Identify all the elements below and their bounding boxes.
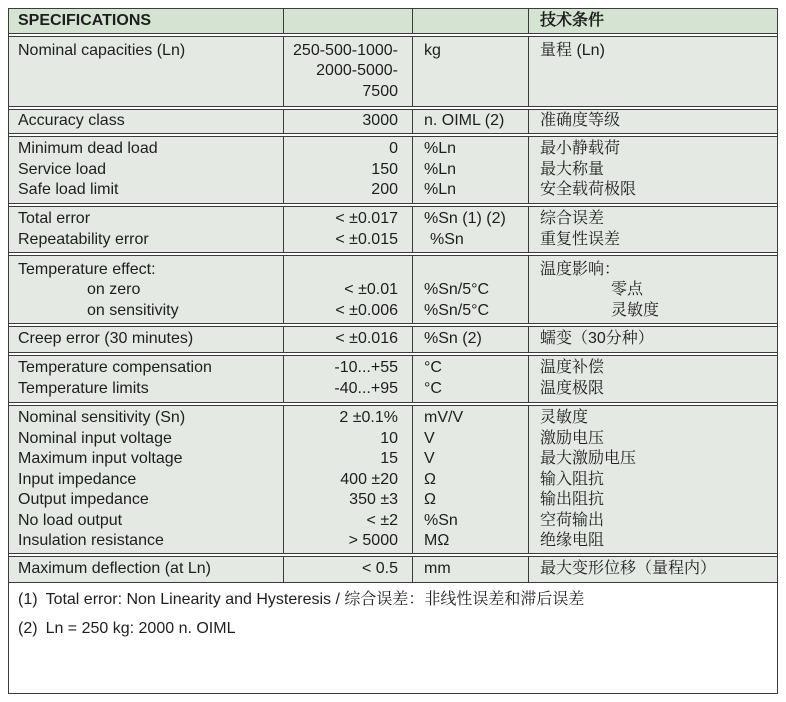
cn-cell	[528, 327, 777, 352]
header-unit-cell	[412, 9, 528, 33]
spec-label-cn: 重复性误差	[540, 230, 621, 248]
unit-cell	[412, 207, 528, 252]
spec-label: Nominal input voltage	[18, 429, 172, 447]
spec-unit: %Sn (2)	[424, 330, 482, 347]
label-cell	[9, 557, 283, 582]
label-cell	[9, 256, 283, 323]
spec-label-cn: 激励电压	[540, 429, 605, 447]
cn-cell	[528, 110, 777, 133]
value-cell	[283, 110, 412, 133]
spec-value: 150	[371, 160, 398, 178]
value-cell	[283, 406, 412, 553]
footnote-text: Ln = 250 kg: 2000 n. OIML	[45, 619, 236, 637]
spec-value: < ±0.006	[335, 301, 398, 319]
spec-unit: V	[424, 450, 435, 467]
spec-label-cn: 输入阻抗	[540, 470, 605, 488]
spec-unit: %Sn	[430, 230, 464, 248]
spec-value: 250-500-1000-	[293, 41, 398, 59]
spec-value: 0	[389, 140, 398, 157]
spec-value: < ±2	[366, 511, 398, 529]
spec-sublabel-cn: 灵敏度	[611, 301, 660, 319]
blank-line	[284, 260, 398, 281]
spec-label: Maximum deflection (at Ln)	[18, 560, 211, 577]
spec-header-row	[8, 8, 778, 34]
spec-value: 400 ±20	[340, 470, 398, 488]
unit-cell	[412, 110, 528, 133]
spec-value: < 0.5	[361, 560, 398, 577]
cn-cell	[528, 557, 777, 582]
spec-label: Temperature compensation	[18, 359, 212, 376]
value-cell	[283, 207, 412, 252]
spec-header-title: SPECIFICATIONS	[18, 12, 152, 29]
footnote-text: Total error: Non Linearity and Hysteresis / 综合误差：非线性误差和滞后误差	[45, 590, 585, 608]
header-cn-cell	[528, 9, 777, 33]
label-cell	[9, 356, 283, 402]
footnote-1	[18, 590, 777, 611]
spec-unit: %Ln	[424, 160, 457, 178]
unit-cell	[412, 137, 528, 203]
spec-label-cn: 最大激励电压	[540, 450, 637, 467]
spec-label: Creep error (30 minutes)	[18, 330, 194, 347]
cn-cell	[528, 256, 777, 323]
spec-label: Maximum input voltage	[18, 450, 183, 467]
spec-unit: V	[424, 429, 435, 447]
blank-line	[424, 260, 528, 281]
cn-cell	[528, 207, 777, 252]
spec-unit: mm	[424, 560, 451, 577]
spec-label: Safe load limit	[18, 181, 119, 198]
unit-cell	[412, 406, 528, 553]
spec-value: -10...+55	[334, 359, 398, 376]
spec-row-temperature-effect	[8, 255, 778, 324]
spec-label: Temperature limits	[18, 379, 149, 397]
spec-label: Insulation resistance	[18, 532, 164, 549]
spec-row-errors	[8, 206, 778, 253]
spec-row-accuracy-class	[8, 109, 778, 134]
unit-cell	[412, 37, 528, 106]
spec-unit: MΩ	[424, 532, 450, 549]
spec-label: Input impedance	[18, 470, 137, 488]
spec-label-cn: 准确度等级	[540, 112, 621, 129]
spec-value: < ±0.016	[335, 330, 398, 347]
spec-value: 2 ±0.1%	[339, 409, 398, 426]
value-cell	[283, 37, 412, 106]
spec-value: 2000-5000-	[316, 62, 398, 79]
spec-value: < ±0.01	[344, 281, 398, 298]
label-cell	[9, 37, 283, 106]
cn-cell	[528, 37, 777, 106]
spec-row-maximum-deflection	[8, 556, 778, 583]
spec-value: < ±0.017	[335, 210, 398, 227]
unit-cell	[412, 327, 528, 352]
label-cell	[9, 110, 283, 133]
spec-label: Temperature effect:	[18, 260, 156, 278]
spec-label-cn: 温度补偿	[540, 359, 605, 376]
unit-cell	[412, 256, 528, 323]
spec-value: 350 ±3	[349, 491, 398, 508]
spec-label: Service load	[18, 160, 107, 178]
spec-value: 7500	[362, 82, 398, 100]
spec-unit: mV/V	[424, 409, 464, 426]
spec-row-temperature-range	[8, 355, 778, 403]
spec-value: 10	[380, 429, 398, 447]
header-value-cell	[283, 9, 412, 33]
spec-unit: Ω	[424, 470, 436, 488]
footnote-number: (2)	[18, 619, 38, 637]
spec-unit: n. OIML (2)	[424, 112, 505, 129]
value-cell	[283, 356, 412, 402]
spec-label-cn: 综合误差	[540, 210, 605, 227]
footnotes	[8, 582, 778, 694]
spec-label: Repeatability error	[18, 230, 149, 248]
label-cell	[9, 406, 283, 553]
spec-value: > 5000	[348, 532, 398, 549]
spec-label-cn: 温度极限	[540, 379, 605, 397]
spec-sublabel-cn: 零点	[611, 281, 644, 298]
spec-label: Nominal capacities (Ln)	[18, 41, 186, 59]
spec-sublabel: on sensitivity	[87, 301, 179, 319]
spec-label: Minimum dead load	[18, 140, 158, 157]
spec-label: Total error	[18, 210, 91, 227]
label-cell	[9, 137, 283, 203]
spec-label: No load output	[18, 511, 123, 529]
spec-label-cn: 安全载荷极限	[540, 181, 637, 198]
spec-value: 3000	[362, 112, 398, 129]
cn-cell	[528, 356, 777, 402]
spec-label-cn: 最大称量	[540, 160, 605, 178]
spec-row-loads	[8, 136, 778, 204]
spec-label-cn: 灵敏度	[540, 409, 589, 426]
header-label-cell	[9, 9, 283, 33]
spec-unit: °C	[424, 379, 442, 397]
spec-unit: %Ln	[424, 140, 457, 157]
spec-unit: kg	[424, 41, 441, 59]
spec-value: 200	[371, 181, 398, 198]
footnote-number: (1)	[18, 590, 38, 608]
spec-label-cn: 最大变形位移（量程内）	[540, 560, 717, 577]
spec-label: Accuracy class	[18, 112, 125, 129]
label-cell	[9, 207, 283, 252]
value-cell	[283, 137, 412, 203]
value-cell	[283, 327, 412, 352]
spec-value: < ±0.015	[335, 230, 398, 248]
spec-label-cn: 量程 (Ln)	[540, 41, 605, 59]
spec-label: Nominal sensitivity (Sn)	[18, 409, 186, 426]
spec-label-cn: 温度影响：	[540, 260, 621, 278]
spec-unit: %Sn/5°C	[424, 301, 490, 319]
spec-label-cn: 最小静载荷	[540, 140, 621, 157]
spec-unit: %Sn/5°C	[424, 281, 490, 298]
value-cell	[283, 256, 412, 323]
spec-unit: %Sn	[424, 511, 458, 529]
spec-value: -40...+95	[334, 379, 398, 397]
spec-label-cn: 绝缘电阻	[540, 532, 605, 549]
spec-row-nominal-capacities	[8, 36, 778, 107]
spec-value: 15	[380, 450, 398, 467]
unit-cell	[412, 356, 528, 402]
spec-sublabel: on zero	[87, 281, 141, 298]
spec-label-cn: 蠕变（30分种）	[540, 330, 654, 347]
spec-label-cn: 空荷输出	[540, 511, 605, 529]
cn-cell	[528, 137, 777, 203]
cn-cell	[528, 406, 777, 553]
unit-cell	[412, 557, 528, 582]
spec-unit: Ω	[424, 491, 436, 508]
footnote-2	[18, 619, 777, 640]
label-cell	[9, 327, 283, 352]
spec-unit: °C	[424, 359, 442, 376]
spec-header-title-cn: 技术条件	[540, 12, 605, 29]
spec-unit: %Sn (1) (2)	[424, 210, 506, 227]
spec-unit: %Ln	[424, 181, 457, 198]
spec-row-electrical	[8, 405, 778, 554]
value-cell	[283, 557, 412, 582]
spec-label: Output impedance	[18, 491, 149, 508]
spec-label-cn: 输出阻抗	[540, 491, 605, 508]
spec-row-creep-error	[8, 326, 778, 353]
